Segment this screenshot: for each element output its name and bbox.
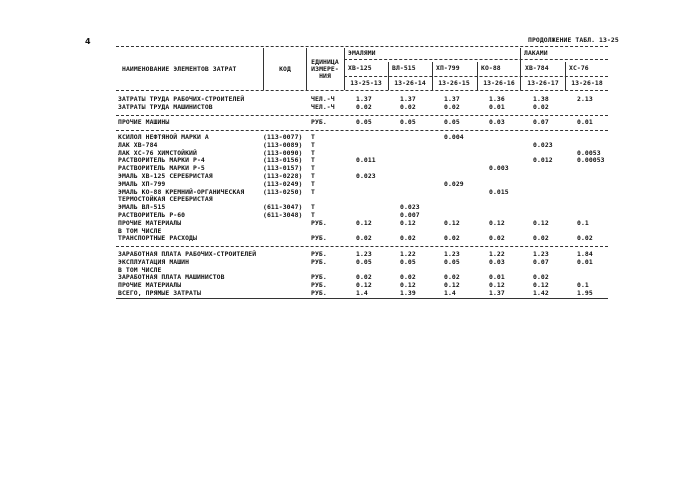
divider-col-3 [432,62,433,90]
row-unit: ЧЕЛ.-Ч [311,102,335,111]
divider-unit-values [344,48,345,90]
row-unit: Т [311,148,315,157]
page-mark: 4 [85,37,91,46]
row-value-col-3: 1.23 [444,250,460,258]
material-rule [344,76,608,77]
row-unit: Т [311,203,315,212]
row-value-col-4: 0.01 [489,102,505,111]
row-unit: Т [311,133,315,141]
row-code: (113-0156) [263,156,303,165]
header-norm-code-2: 13-26-14 [394,79,426,87]
divider-enamel-lacquer [520,48,521,90]
row-code: (611-3048) [263,211,303,219]
row-code: (113-0249) [263,179,303,188]
row-name: ЭМАЛЬ КО-88 КРЕМНИЙ-ОРГАНИЧЕСКАЯ [118,187,245,196]
header-unit-line1: ЕДИНИЦА [311,58,339,66]
row-value-col-6: 1.84 [577,250,593,258]
header-norm-code-4: 13-26-16 [483,79,515,87]
section1-rule [116,115,608,116]
row-value-col-4: 0.015 [489,187,509,196]
row-code: (113-0157) [263,164,303,173]
row-value-col-3: 1.37 [444,95,460,103]
row-value-col-5: 0.02 [533,273,549,282]
row-unit: РУБ. [311,234,327,243]
divider-col-6 [565,62,566,90]
row-name: ПРОЧИЕ МАТЕРИАЛЫ [118,281,182,290]
row-code: (113-0228) [263,172,303,180]
row-name: РАСТВОРИТЕЛЬ Р-60 [118,211,186,219]
row-name: РАСТВОРИТЕЛЬ МАРКИ Р-5 [118,164,205,173]
divider-col-4 [477,62,478,90]
header-bottom-rule [116,90,608,91]
row-unit: РУБ. [311,218,327,227]
row-value-col-6: 0.0053 [577,148,601,157]
divider-col-2 [388,62,389,90]
row-value-col-3: 0.05 [444,257,460,266]
row-value-col-1: 0.05 [356,257,372,266]
row-unit: РУБ. [311,257,327,266]
row-value-col-5: 0.07 [533,118,549,126]
row-unit: ЧЕЛ.-Ч [311,95,335,103]
row-unit: Т [311,211,315,219]
row-value-col-1: 1.23 [356,250,372,258]
row-value-col-5: 0.023 [533,140,553,149]
continuation-note: ПРОДОЛЖЕНИЕ ТАБЛ. 13-25 [528,36,619,44]
row-value-col-2: 1.39 [400,289,416,297]
row-value-col-1: 0.12 [356,218,372,227]
row-name: ЗАТРАТЫ ТРУДА МАШИНИСТОВ [118,102,213,111]
row-unit: Т [311,140,315,149]
row-value-col-1: 0.023 [356,172,376,180]
row-value-col-1: 0.12 [356,281,372,290]
row-name: ПРОЧИЕ МАТЕРИАЛЫ [118,218,182,227]
row-name: ЭМАЛЬ ХВ-125 СЕРЕБРИСТАЯ [118,172,213,180]
row-value-col-1: 1.4 [356,289,368,297]
row-name: ЗАРАБОТНАЯ ПЛАТА РАБОЧИХ-СТРОИТЕЛЕЙ [118,250,257,258]
row-value-col-1: 0.011 [356,156,376,165]
header-material-1: ХВ-125 [348,64,372,72]
row-name: ТРАНСПОРТНЫЕ РАСХОДЫ [118,234,197,243]
row-value-col-4: 1.22 [489,250,505,258]
row-name: РАСТВОРИТЕЛЬ МАРКИ Р-4 [118,156,205,165]
row-value-col-4: 0.03 [489,118,505,126]
row-name: В ТОМ ЧИСЛЕ [118,226,162,235]
row-value-col-2: 1.22 [400,250,416,258]
row-value-col-3: 1.4 [444,289,456,297]
row-value-col-3: 0.004 [444,133,464,141]
row-value-col-3: 0.12 [444,281,460,290]
row-value-col-3: 0.02 [444,234,460,243]
row-value-col-1: 0.05 [356,118,372,126]
row-value-col-6: 0.01 [577,118,593,126]
row-value-col-3: 0.05 [444,118,460,126]
row-value-col-5: 0.12 [533,281,549,290]
row-value-col-2: 0.02 [400,273,416,282]
header-material-3: ХП-799 [436,64,460,72]
row-name: ТЕРМОСТОЙКАЯ СЕРЕБРИСТАЯ [118,195,213,204]
row-value-col-5: 0.12 [533,218,549,227]
row-value-col-5: 1.23 [533,250,549,258]
header-material-4: КО-88 [481,64,501,72]
row-value-col-5: 0.012 [533,156,553,165]
section3-rule [116,246,608,247]
row-name: КСИЛОЛ НЕФТЯНОЙ МАРКИ А [118,133,209,141]
row-unit: Т [311,164,315,173]
row-value-col-1: 0.02 [356,234,372,243]
row-value-col-5: 0.07 [533,257,549,266]
row-name: ЛАК ХС-76 ХИМСТОЙКИЙ [118,148,197,157]
table-top-rule [116,46,608,47]
row-value-col-4: 1.37 [489,289,505,297]
header-material-2: ВЛ-515 [392,64,416,72]
row-name: ЗАТРАТЫ ТРУДА РАБОЧИХ-СТРОИТЕЛЕЙ [118,95,245,103]
header-norm-code-6: 13-26-18 [571,79,603,87]
row-unit: РУБ. [311,281,327,290]
header-norm-code-5: 13-26-17 [527,79,559,87]
row-unit: РУБ. [311,250,327,258]
header-unit-line3: НИЯ [319,72,331,80]
row-value-col-4: 0.03 [489,257,505,266]
row-value-col-6: 1.95 [577,289,593,297]
row-value-col-6: 0.02 [577,234,593,243]
row-name: ЗАРАБОТНАЯ ПЛАТА МАШИНИСТОВ [118,273,225,282]
row-value-col-4: 1.36 [489,95,505,103]
row-unit: РУБ. [311,273,327,282]
row-name: ВСЕГО, ПРЯМЫЕ ЗАТРАТЫ [118,289,201,297]
row-value-col-3: 0.02 [444,102,460,111]
row-value-col-5: 0.02 [533,234,549,243]
row-value-col-1: 1.37 [356,95,372,103]
row-unit: Т [311,179,315,188]
row-value-col-4: 0.003 [489,164,509,173]
row-code: (113-0090) [263,148,303,157]
row-value-col-2: 1.37 [400,95,416,103]
row-value-col-6: 2.13 [577,95,593,103]
row-value-col-6: 0.1 [577,218,589,227]
row-value-col-4: 0.12 [489,218,505,227]
header-material-6: ХС-76 [569,64,589,72]
row-value-col-5: 0.02 [533,102,549,111]
table-bottom-rule [116,298,608,299]
row-code: (113-0089) [263,140,303,149]
header-code-col: КОД [279,65,291,73]
row-name: В ТОМ ЧИСЛЕ [118,265,162,274]
row-value-col-4: 0.01 [489,273,505,282]
row-value-col-2: 0.05 [400,257,416,266]
row-value-col-3: 0.02 [444,273,460,282]
row-unit: РУБ. [311,118,327,126]
row-name: ЭМАЛЬ ВЛ-515 [118,203,166,212]
row-value-col-6: 0.01 [577,257,593,266]
row-unit: Т [311,172,315,180]
row-value-col-2: 0.023 [400,203,420,212]
row-value-col-2: 0.05 [400,118,416,126]
row-value-col-6: 0.00053 [577,156,605,165]
row-code: (113-0077) [263,133,303,141]
row-value-col-2: 0.12 [400,281,416,290]
row-value-col-2: 0.12 [400,218,416,227]
header-norm-code-3: 13-26-15 [438,79,470,87]
row-value-col-2: 0.007 [400,211,420,219]
header-group-enamels: ЭМАЛЯМИ [348,49,376,57]
row-value-col-4: 0.12 [489,281,505,290]
section2-rule [116,130,608,131]
row-value-col-2: 0.02 [400,234,416,243]
row-code: (113-0250) [263,187,303,196]
row-unit: РУБ. [311,289,327,297]
row-value-col-5: 1.42 [533,289,549,297]
group-rule [344,59,608,60]
row-unit: Т [311,156,315,165]
row-name: ЛАК ХВ-784 [118,140,158,149]
row-name: ЭКСПЛУАТАЦИЯ МАШИН [118,257,190,266]
header-name-col: НАИМЕНОВАНИЕ ЭЛЕМЕНТОВ ЗАТРАТ [122,65,237,73]
row-name: ПРОЧИЕ МАШИНЫ [118,118,170,126]
row-value-col-4: 0.02 [489,234,505,243]
row-unit: Т [311,187,315,196]
row-code: (611-3047) [263,203,303,212]
row-value-col-3: 0.12 [444,218,460,227]
row-value-col-3: 0.029 [444,179,464,188]
row-value-col-1: 0.02 [356,102,372,111]
row-value-col-1: 0.02 [356,273,372,282]
row-value-col-5: 1.38 [533,95,549,103]
row-value-col-2: 0.02 [400,102,416,111]
header-material-5: ХВ-784 [525,64,549,72]
row-value-col-6: 0.1 [577,281,589,290]
header-norm-code-1: 13-25-13 [350,79,382,87]
header-group-lacquers: ЛАКАМИ [524,49,548,57]
row-name: ЭМАЛЬ ХП-799 [118,179,166,188]
header-unit-line2: ИЗМЕРЕ- [311,65,339,73]
